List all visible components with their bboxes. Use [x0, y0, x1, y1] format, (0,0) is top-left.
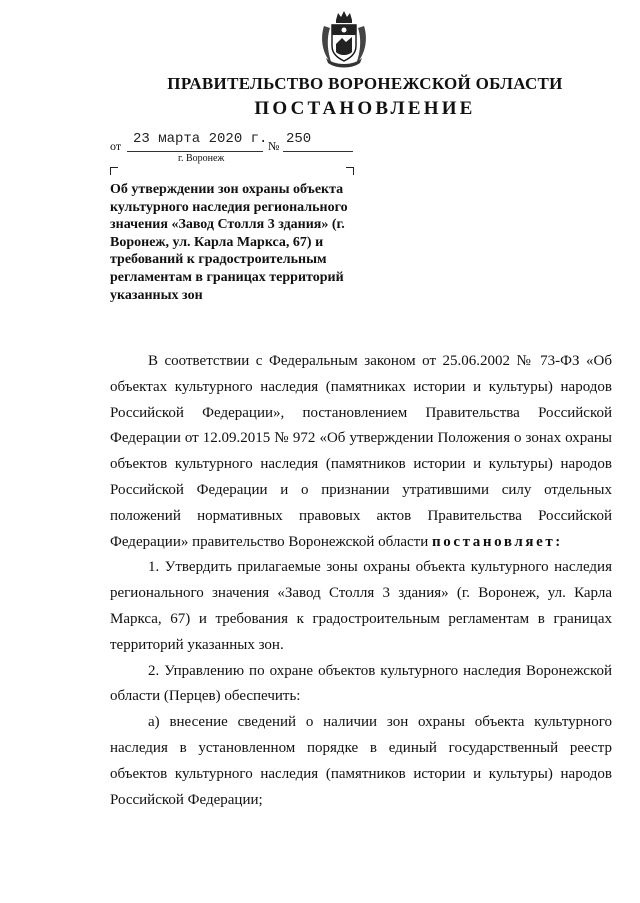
organization-title: ПРАВИТЕЛЬСТВО ВОРОНЕЖСКОЙ ОБЛАСТИ — [167, 74, 563, 93]
subject-corner-left — [110, 167, 118, 175]
number-prefix: № — [268, 139, 280, 153]
body-paragraph — [110, 349, 612, 555]
date-prefix: от — [110, 139, 122, 153]
document-body — [110, 349, 612, 813]
decree-word: постановляет: — [432, 533, 563, 550]
date-underline — [127, 151, 263, 152]
body-paragraph: 2. Управлению по охране объектов культурного наследия Воронежской области (Перцев) обеспечить: — [110, 662, 612, 705]
preamble-text: В соответствии с Федеральным законом от 25.06.2002 № 73-ФЗ «Об объектах культурного наследия (памятниках истории и культуры) народов Российской Федерации», постановлением Правительства Российской Федерации от 12.09.2015 № 972 «Об утверждении Положения о зонах охраны объектов культурного наследия (памятников истории и культуры) народов Российской Федерации и о признании утратившими силу отдельных положений нормативных правовых актов Правительства Российской Федерации» правительство Воронежской области — [110, 353, 612, 550]
number-value: 250 — [286, 131, 312, 147]
city-label: г. Воронеж — [178, 153, 225, 164]
number-underline — [283, 151, 353, 152]
subject-corner-right — [346, 167, 354, 175]
document-subject: Об утверждении зон охраны объекта культурного наследия регионального значения «Завод Столля 3 здания» (г. Воронеж, ул. Карла Маркса, 67) и требований к градостроительным регламентам в границах территорий указанных зон — [110, 182, 348, 303]
body-paragraph: а) внесение сведений о наличии зон охраны объекта культурного наследия в установленном порядке в единый государственный реестр объектов культурного наследия (памятников истории и культуры) народов Российской Федерации; — [110, 714, 612, 808]
date-value: 23 марта 2020 г. — [133, 131, 268, 147]
coat-of-arms-emblem — [318, 8, 370, 70]
document-type: ПОСТАНОВЛЕНИЕ — [254, 98, 476, 119]
body-paragraph: 1. Утвердить прилагаемые зоны охраны объекта культурного наследия регионального значения «Завод Столля 3 здания» (г. Воронеж, ул. Карла Маркса, 67) и требования к градостроительным регламентам в границах территорий указанных зон. — [110, 559, 612, 653]
